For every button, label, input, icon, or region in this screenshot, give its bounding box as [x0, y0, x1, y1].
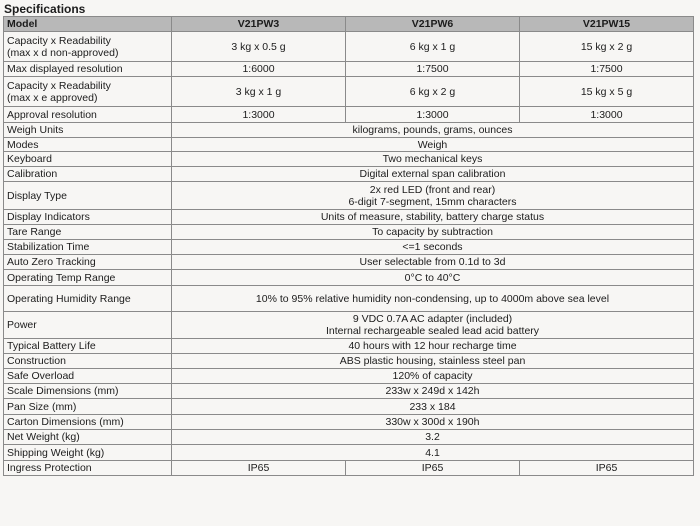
spec-label-line: Capacity x Readability	[7, 34, 111, 47]
spec-label	[4, 107, 172, 123]
table-row	[4, 77, 694, 107]
spec-label	[4, 369, 172, 384]
table-row	[4, 354, 694, 369]
table-row	[4, 270, 694, 286]
spec-value: 1:7500	[520, 62, 694, 77]
spec-value	[172, 312, 694, 339]
spec-value: IP65	[346, 461, 520, 476]
table-row	[4, 62, 694, 77]
spec-label	[4, 152, 172, 167]
spec-label-line: Ingress Protection	[7, 462, 92, 474]
spec-label-line: Net Weight (kg)	[7, 431, 80, 443]
spec-value-line: 0°C to 40°C	[404, 271, 461, 284]
spec-label-line: Operating Humidity Range	[7, 292, 131, 305]
spec-label	[4, 210, 172, 225]
spec-value	[172, 384, 694, 399]
spec-label-line: Pan Size (mm)	[7, 400, 77, 413]
spec-value	[172, 152, 694, 167]
spec-label-line: Typical Battery Life	[7, 340, 96, 352]
spec-value-line: kilograms, pounds, grams, ounces	[352, 124, 513, 136]
spec-value: IP65	[520, 461, 694, 476]
spec-value	[172, 430, 694, 445]
spec-value: 3 kg x 1 g	[172, 77, 346, 107]
spec-label	[4, 461, 172, 476]
spec-value: 1:3000	[520, 107, 694, 123]
table-row	[4, 240, 694, 255]
spec-value	[172, 369, 694, 384]
spec-value: IP65	[172, 461, 346, 476]
spec-label	[4, 123, 172, 138]
spec-value: 1:7500	[346, 62, 520, 77]
spec-value	[172, 240, 694, 255]
spec-label-line: Scale Dimensions (mm)	[7, 385, 119, 397]
table-row	[4, 182, 694, 210]
spec-label-line: Weigh Units	[7, 124, 64, 136]
spec-label-line: (max x d non-approved)	[7, 46, 119, 59]
specifications-table	[3, 16, 694, 476]
spec-value: 1:6000	[172, 62, 346, 77]
table-row	[4, 369, 694, 384]
spec-label-line: Shipping Weight (kg)	[7, 446, 105, 459]
table-row	[4, 461, 694, 476]
spec-value	[172, 286, 694, 312]
spec-label-line: Calibration	[7, 168, 58, 180]
spec-value: 3 kg x 0.5 g	[172, 32, 346, 62]
spec-value: 6 kg x 2 g	[346, 77, 520, 107]
table-row	[4, 312, 694, 339]
table-row	[4, 138, 694, 152]
table-body	[4, 32, 694, 476]
spec-value-line: To capacity by subtraction	[372, 226, 493, 238]
spec-value	[172, 182, 694, 210]
spec-label	[4, 339, 172, 354]
spec-value	[172, 445, 694, 461]
spec-value-line: 233w x 249d x 142h	[385, 385, 480, 397]
spec-label	[4, 138, 172, 152]
spec-value-line: User selectable from 0.1d to 3d	[359, 256, 506, 268]
spec-label-line: Safe Overload	[7, 370, 75, 382]
spec-value-line: Internal rechargeable sealed lead acid battery	[325, 325, 540, 337]
table-row	[4, 167, 694, 182]
table-header-row	[4, 17, 694, 32]
spec-label	[4, 255, 172, 270]
spec-label-line: Tare Range	[7, 226, 62, 238]
spec-label	[4, 62, 172, 77]
spec-label	[4, 445, 172, 461]
table-row	[4, 415, 694, 430]
spec-label	[4, 415, 172, 430]
spec-value-line: 9 VDC 0.7A AC adapter (included)	[352, 313, 513, 325]
spec-value	[172, 270, 694, 286]
table-row	[4, 399, 694, 415]
spec-value	[172, 123, 694, 138]
spec-label	[4, 270, 172, 286]
spec-value: 1:3000	[172, 107, 346, 123]
spec-label	[4, 286, 172, 312]
header-model: Model	[4, 17, 172, 32]
spec-value	[172, 167, 694, 182]
table-row	[4, 32, 694, 62]
spec-label-line: Power	[7, 319, 37, 331]
table-row	[4, 384, 694, 399]
spec-value	[172, 354, 694, 369]
table-row	[4, 430, 694, 445]
spec-label	[4, 225, 172, 240]
spec-label	[4, 384, 172, 399]
spec-label-line: Display Type	[7, 189, 67, 202]
spec-value-line: 2x red LED (front and rear)	[369, 183, 496, 196]
spec-label-line: Construction	[7, 355, 66, 367]
header-model-v21pw3: V21PW3	[172, 17, 346, 32]
spec-value-line: Weigh	[417, 138, 448, 151]
table-row	[4, 255, 694, 270]
spec-value	[172, 210, 694, 225]
spec-value: 15 kg x 2 g	[520, 32, 694, 62]
spec-value-line: Units of measure, stability, battery charge status	[320, 211, 545, 223]
spec-value: 6 kg x 1 g	[346, 32, 520, 62]
spec-value-line: <=1 seconds	[402, 241, 463, 253]
spec-value	[172, 138, 694, 152]
spec-value: 1:3000	[346, 107, 520, 123]
table-row	[4, 107, 694, 123]
spec-label	[4, 399, 172, 415]
spec-value	[172, 415, 694, 430]
table-row	[4, 152, 694, 167]
spec-label-line: Stabilization Time	[7, 241, 90, 253]
spec-value	[172, 255, 694, 270]
spec-label-line: Modes	[7, 138, 39, 151]
spec-label-line: Keyboard	[7, 153, 52, 165]
spec-value-line: 6-digit 7-segment, 15mm characters	[348, 195, 517, 208]
spec-value	[172, 399, 694, 415]
spec-label	[4, 77, 172, 107]
spec-label-line: Auto Zero Tracking	[7, 256, 96, 268]
spec-value-line: 120% of capacity	[392, 370, 473, 382]
header-model-v21pw6: V21PW6	[346, 17, 520, 32]
spec-label-line: Carton Dimensions (mm)	[7, 416, 124, 428]
spec-value: 15 kg x 5 g	[520, 77, 694, 107]
spec-value-line: 330w x 300d x 190h	[385, 416, 480, 428]
spec-label	[4, 312, 172, 339]
table-row	[4, 286, 694, 312]
spec-label	[4, 32, 172, 62]
table-row	[4, 339, 694, 354]
spec-label-line: Approval resolution	[7, 108, 97, 121]
section-title: Specifications	[4, 2, 86, 16]
spec-value-line: Digital external span calibration	[359, 168, 506, 180]
table-row	[4, 225, 694, 240]
spec-value-line: 10% to 95% relative humidity non-condensing, up to 4000m above sea level	[255, 292, 610, 305]
spec-label-line: Capacity x Readability	[7, 79, 111, 92]
spec-value-line: ABS plastic housing, stainless steel pan	[339, 355, 526, 367]
spec-label-line: Max displayed resolution	[7, 63, 123, 75]
spec-label-line: (max x e approved)	[7, 91, 98, 104]
spec-label	[4, 167, 172, 182]
spec-label	[4, 240, 172, 255]
table-row	[4, 210, 694, 225]
spec-value	[172, 339, 694, 354]
spec-label-line: Operating Temp Range	[7, 271, 116, 284]
spec-label	[4, 430, 172, 445]
spec-label	[4, 182, 172, 210]
spec-value-line: 4.1	[425, 446, 440, 459]
spec-value-line: Two mechanical keys	[382, 153, 483, 165]
spec-value-line: 233 x 184	[409, 400, 456, 413]
spec-value	[172, 225, 694, 240]
spec-label	[4, 354, 172, 369]
spec-value-line: 3.2	[425, 431, 440, 443]
table-row	[4, 123, 694, 138]
spec-label-line: Display Indicators	[7, 211, 90, 223]
table-row	[4, 445, 694, 461]
spec-value-line: 40 hours with 12 hour recharge time	[348, 340, 517, 352]
header-model-v21pw15: V21PW15	[520, 17, 694, 32]
